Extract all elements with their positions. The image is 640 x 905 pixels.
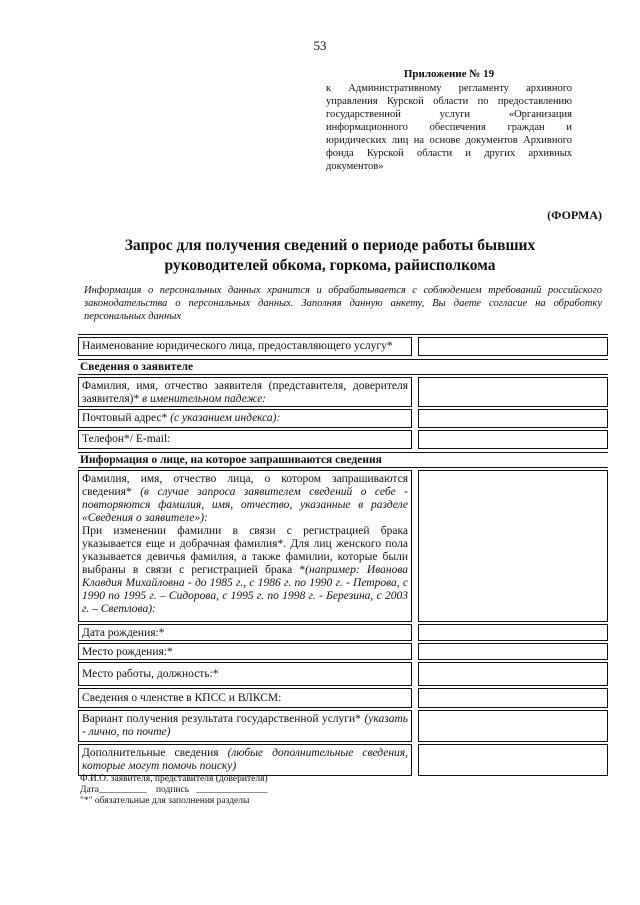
postal-address-text: Почтовый адрес* bbox=[82, 412, 168, 424]
signature-blank[interactable]: _______________ bbox=[196, 785, 268, 795]
section-person-header: Информация о лице, на которое запрашиваются сведения bbox=[78, 452, 608, 468]
date-blank[interactable]: __________ bbox=[98, 785, 147, 795]
date-label: Дата bbox=[80, 785, 99, 795]
applicant-name-field[interactable] bbox=[418, 377, 608, 407]
birth-place-field[interactable] bbox=[418, 643, 608, 660]
signature-block bbox=[80, 774, 268, 807]
applicant-name-label bbox=[78, 377, 412, 407]
required-fields-note: "*" обязательные для заполнения разделы bbox=[80, 796, 250, 806]
form-row-legal-entity bbox=[78, 337, 608, 356]
title-line-2: руководителей обкома, горкома, райисполкома bbox=[164, 257, 496, 274]
applicant-name-text: Фамилия, имя, отчество заявителя (представителя, доверителя заявителя)* bbox=[82, 380, 408, 405]
person-name-label bbox=[78, 470, 412, 622]
result-option-field[interactable] bbox=[418, 710, 608, 742]
section-applicant-header: Сведения о заявителе bbox=[78, 359, 608, 375]
result-option-label bbox=[78, 710, 412, 742]
work-place-label: Место работы, должность:* bbox=[78, 662, 412, 686]
person-name-note: (в случае запроса заявителем сведений о себе - повторяются фамилия, имя, отчество, указанные в разделе «Сведения о заявителе»): bbox=[82, 486, 408, 524]
signature-label: подпись bbox=[155, 785, 190, 795]
form-row-result-option bbox=[78, 710, 608, 742]
person-name-text: Фамилия, имя, отчество лица, о котором запрашиваются сведения* bbox=[82, 473, 408, 498]
party-membership-field[interactable] bbox=[418, 688, 608, 708]
person-name-field[interactable] bbox=[418, 470, 608, 622]
privacy-notice: Информация о персональных данных хранится и обрабатывается с соблюдением требований российского законодательства о персональных данных. Заполняя данную анкету, Вы даете согласие на обработку персональных данных bbox=[84, 285, 602, 322]
appendix-title: Приложение № 19 bbox=[403, 68, 495, 80]
additional-info-note: (любые дополнительные сведения, которые могут помочь поиску) bbox=[82, 747, 408, 772]
form-row-birth-place bbox=[78, 643, 608, 660]
applicant-name-note: в именительном падеже: bbox=[142, 393, 267, 405]
additional-info-label bbox=[78, 744, 412, 776]
surname-change-text: При изменении фамилии в связи с регистрацией брака указывается еще и добрачная фамилия*. Для лиц женского пола указывается девичья фамилия, а также фамилии, которые были выбраны в связи с регистрацией брака * bbox=[82, 525, 408, 576]
work-place-field[interactable] bbox=[418, 662, 608, 686]
surname-change-example: (например: Иванова Клавдия Михайловна - до 1985 г., с 1986 г. по 1990 г. - Петрова, с 1990 по 1995 г. – Сидорова, с 1995 г. по 1998 г. - Березина, с 2003 г. – Светлова): bbox=[82, 564, 408, 615]
form-row-work-place bbox=[78, 662, 608, 686]
table-top-rule bbox=[78, 331, 608, 335]
additional-info-text: Дополнительные сведения bbox=[82, 747, 219, 759]
form-row-postal-address bbox=[78, 409, 608, 428]
form-row-phone bbox=[78, 430, 608, 449]
result-option-text: Вариант получения результата государственной услуги* bbox=[82, 713, 361, 725]
party-membership-label: Сведения о членстве в КПСС и ВЛКСМ: bbox=[78, 688, 412, 708]
form-row-additional bbox=[78, 744, 608, 776]
birth-date-field[interactable] bbox=[418, 624, 608, 641]
signer-name-line: Ф.И.О. заявителя, представителя (доверителя) bbox=[80, 774, 268, 784]
birth-date-label: Дата рождения:* bbox=[78, 624, 412, 641]
appendix-block bbox=[326, 68, 572, 173]
appendix-text: к Административному регламенту архивного управления Курской области по предоставлению государственной услуги «Организация информационного обеспечения граждан и юридических лиц на основе документов Архивного фонда Курской области и других архивных документов» bbox=[326, 83, 572, 172]
birth-place-label: Место рождения:* bbox=[78, 643, 412, 660]
legal-entity-label: Наименование юридического лица, предоставляющего услугу* bbox=[78, 337, 412, 356]
postal-address-label bbox=[78, 409, 412, 428]
result-option-note: (указать - лично, по почте) bbox=[82, 713, 408, 738]
form-row-birth-date bbox=[78, 624, 608, 641]
form-row-applicant-name bbox=[78, 377, 608, 407]
postal-address-field[interactable] bbox=[418, 409, 608, 428]
title-line-1: Запрос для получения сведений о периоде работы бывших bbox=[124, 237, 536, 254]
document-title bbox=[100, 236, 560, 276]
date-signature-line bbox=[80, 785, 268, 796]
additional-info-field[interactable] bbox=[418, 744, 608, 776]
form-row-person-name bbox=[78, 470, 608, 622]
phone-label: Телефон*/ E-mail: bbox=[78, 430, 412, 449]
legal-entity-field[interactable] bbox=[418, 337, 608, 356]
form-row-party-membership bbox=[78, 688, 608, 708]
page-number: 53 bbox=[313, 38, 327, 53]
phone-field[interactable] bbox=[418, 430, 608, 449]
form-label: (ФОРМА) bbox=[547, 208, 602, 222]
postal-address-note: (с указанием индекса): bbox=[170, 412, 281, 424]
request-form-table bbox=[78, 331, 608, 776]
